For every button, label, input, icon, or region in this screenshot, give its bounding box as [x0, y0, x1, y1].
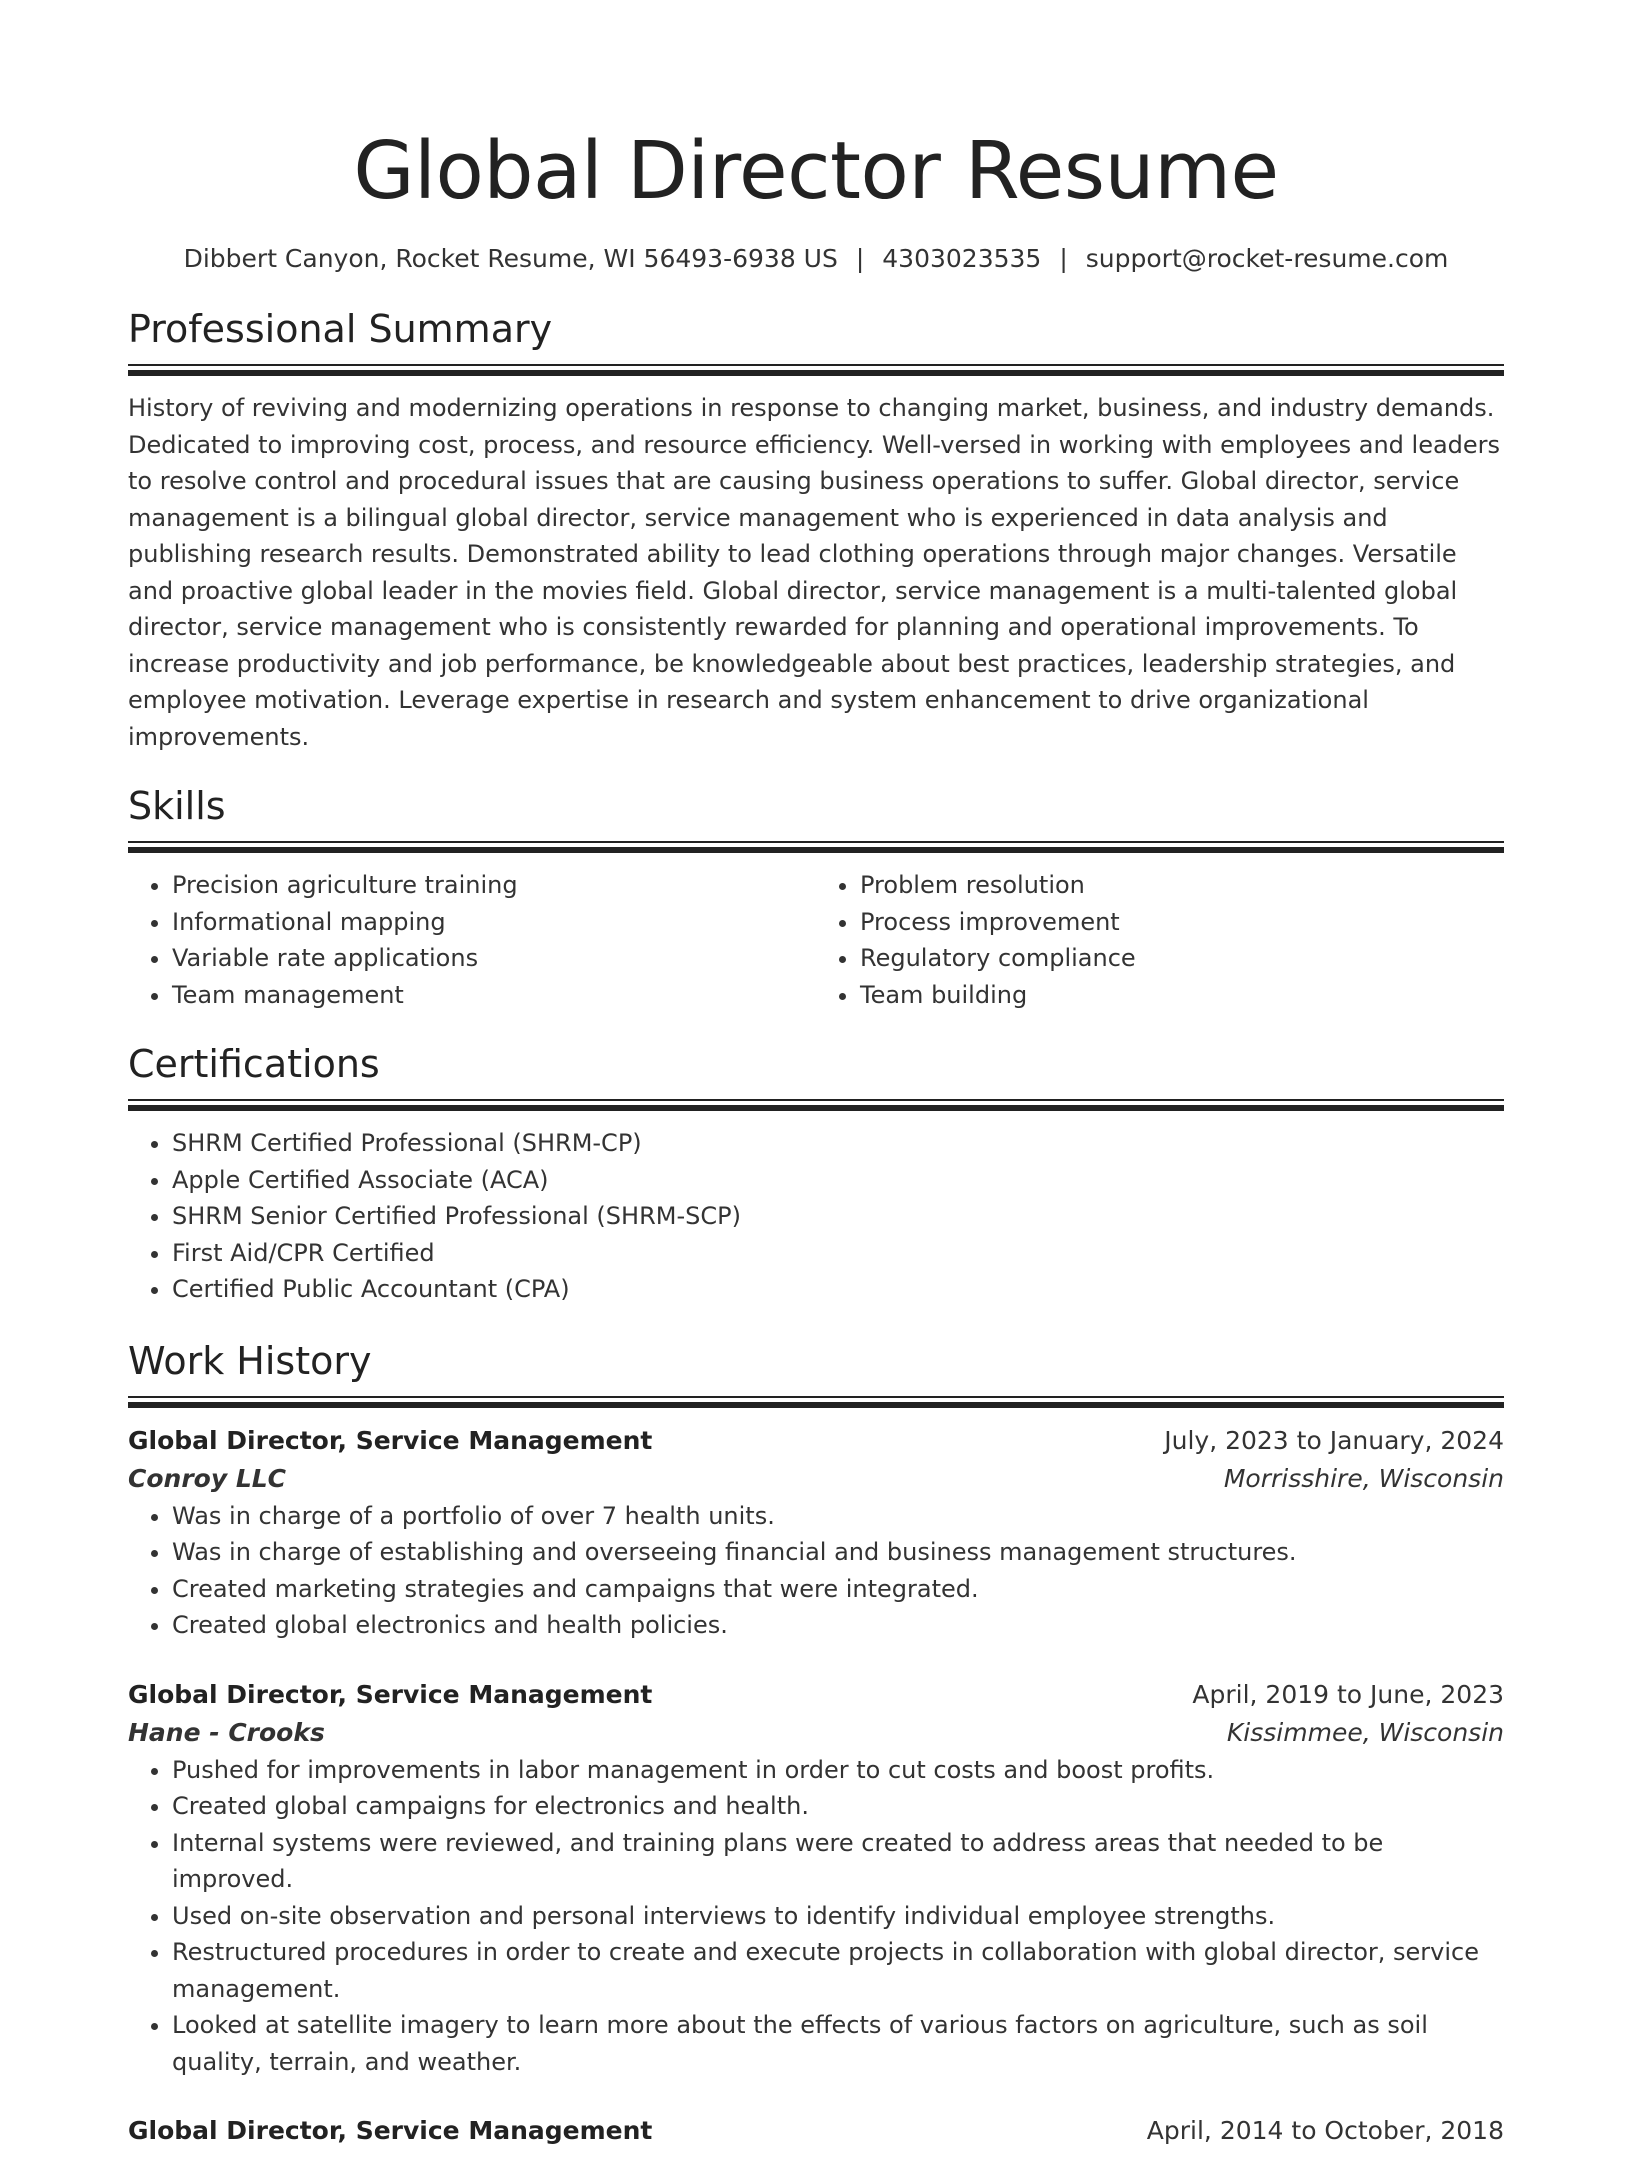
job-bullet: • Was in charge of establishing and overseeing financial and business management structures.: [172, 1534, 1504, 1571]
job-bullet: • Was in charge of a portfolio of over 7 health units.: [172, 1498, 1504, 1535]
summary-text: History of reviving and modernizing operations in response to changing market, business, and industry demands. Dedicated to improving cost, process, and resource efficiency. Well-versed in working with employees and leaders to resolve control and procedural issues that are causing business operations to suffer. Global director, service management is a bilingual global director, service management who is experienced in data analysis and publishing research results. Demonstrated ability to lead clothing operations through major changes. Versatile and proactive global leader in the movies field. Global director, service management is a multi-talented global director, service management who is consistently rewarded for planning and operational improvements. To increase productivity and job performance, be knowledgeable about best practices, leadership strategies, and employee motivation. Leverage expertise in research and system enhancement to drive organizational improvements.: [128, 394, 1501, 751]
contact-separator: |: [1059, 244, 1068, 273]
job-header-row: [128, 2112, 1504, 2150]
skills-list-right: [816, 867, 1504, 1013]
job-bullet: • Pushed for improvements in labor management in order to cut costs and boost profits.: [172, 1752, 1504, 1789]
skill-item: • Process improvement: [860, 904, 1504, 941]
job-bullet: • Restructured procedures in order to create and execute projects in collaboration with global director, service management.: [172, 1934, 1504, 2007]
job-header-row: [128, 1422, 1504, 1460]
job-location: Kissimmee, Wisconsin: [1226, 1717, 1504, 1747]
job-dates: April, 2014 to October, 2018: [1146, 2116, 1504, 2145]
job-company: Conroy LLC: [128, 1463, 287, 1493]
skills-heading: Skills: [128, 784, 226, 828]
job-location: Morrisshire, Wisconsin: [1223, 1463, 1504, 1493]
job-header-row: [128, 1676, 1504, 1714]
job-bullet: • Looked at satellite imagery to learn more about the effects of various factors on agriculture, such as soil quality, terrain, and weather.: [172, 2007, 1504, 2080]
certifications-heading: Certifications: [128, 1042, 380, 1086]
skills-grid: [128, 867, 1504, 1013]
contact-line: [128, 242, 1504, 276]
job-dates: July, 2023 to January, 2024: [1164, 1425, 1504, 1455]
job-bullet: • Created marketing strategies and campaigns that were integrated.: [172, 1571, 1504, 1608]
job-bullet: • Created global electronics and health policies.: [172, 1607, 1504, 1644]
job-entry: [128, 1422, 1504, 1644]
skill-item: • Team management: [172, 977, 816, 1014]
job-title: Global Director, Service Management: [128, 1425, 653, 1455]
job-bullets: [128, 1752, 1504, 2081]
job-company-row: [128, 1714, 1504, 1752]
certification-item: • Apple Certified Associate (ACA): [172, 1162, 1504, 1199]
summary-heading: Professional Summary: [128, 307, 553, 351]
skills-list-left: [128, 867, 816, 1013]
section-divider: [128, 1396, 1504, 1408]
section-divider: [128, 1099, 1504, 1111]
job-bullet: • Created global campaigns for electronics and health.: [172, 1788, 1504, 1825]
skill-item: • Precision agriculture training: [172, 867, 816, 904]
certification-item: • First Aid/CPR Certified: [172, 1235, 1504, 1272]
job-dates: April, 2019 to June, 2023: [1192, 1679, 1504, 1709]
contact-phone: 4303023535: [882, 244, 1042, 273]
skill-item: • Team building: [860, 977, 1504, 1014]
certifications-list: [128, 1125, 1504, 1308]
skill-item: • Informational mapping: [172, 904, 816, 941]
job-title: Global Director, Service Management: [128, 1679, 653, 1709]
contact-address: Dibbert Canyon, Rocket Resume, WI 56493-6938 US: [183, 244, 838, 273]
job-entry: [128, 1676, 1504, 2081]
certification-item: • SHRM Senior Certified Professional (SHRM-SCP): [172, 1198, 1504, 1235]
job-company-row: [128, 1460, 1504, 1498]
skill-item: • Variable rate applications: [172, 940, 816, 977]
skill-item: • Regulatory compliance: [860, 940, 1504, 977]
job-entry: [128, 2112, 1504, 2150]
skills-section: [128, 783, 1504, 1013]
job-bullet: • Used on-site observation and personal interviews to identify individual employee strengths.: [172, 1898, 1504, 1935]
section-divider: [128, 841, 1504, 853]
summary-section: [128, 306, 1504, 755]
contact-email: support@rocket-resume.com: [1085, 244, 1449, 273]
certification-item: • Certified Public Accountant (CPA): [172, 1271, 1504, 1308]
work-section: [128, 1338, 1504, 2151]
job-company: Hane - Crooks: [128, 1717, 325, 1747]
work-heading: Work History: [128, 1338, 372, 1383]
contact-separator: |: [855, 244, 865, 273]
section-divider: [128, 364, 1504, 376]
certification-item: • SHRM Certified Professional (SHRM-CP): [172, 1125, 1504, 1162]
certifications-section: [128, 1041, 1504, 1308]
resume-page: [128, 118, 1504, 2174]
job-bullets: [128, 1498, 1504, 1644]
job-title: Global Director, Service Management: [128, 2116, 653, 2145]
job-bullet: • Internal systems were reviewed, and training plans were created to address areas that needed to be improved.: [172, 1825, 1504, 1898]
skill-item: • Problem resolution: [860, 867, 1504, 904]
resume-title: Global Director Resume: [353, 125, 1279, 217]
